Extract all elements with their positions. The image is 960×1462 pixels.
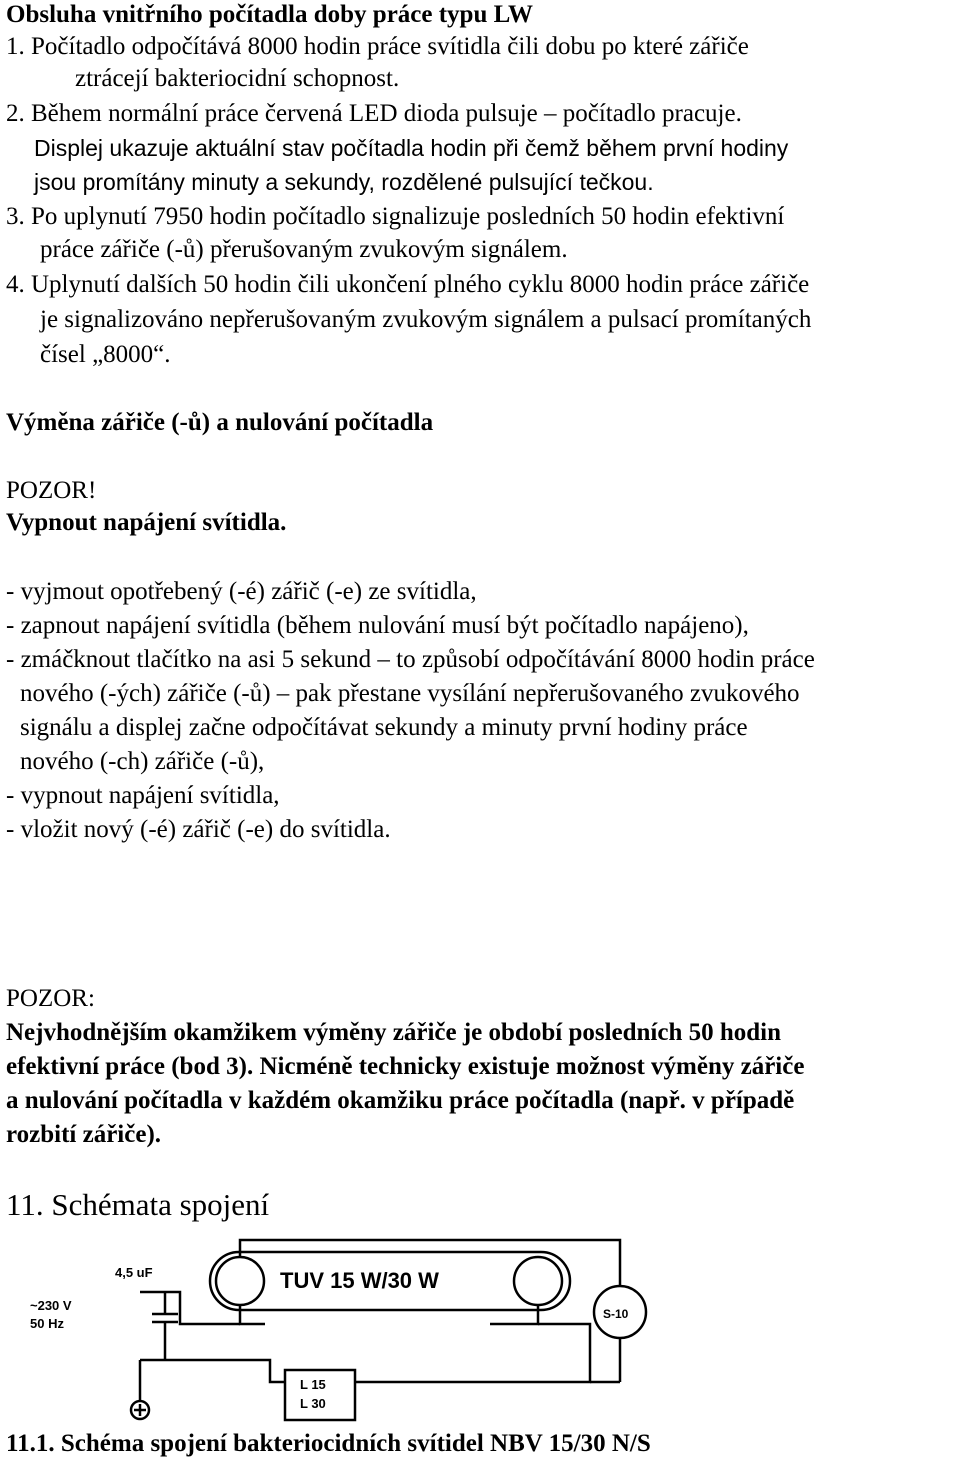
starter-label: S-10 (603, 1307, 629, 1321)
step-4: - vypnout napájení svítidla, (6, 782, 280, 809)
lamp-end-left (216, 1257, 264, 1305)
capacitor-label: 4,5 uF (115, 1265, 153, 1280)
list-item-1: 1. Počítadlo odpočítává 8000 hodin práce svítidla čili dobu po které zářiče (6, 33, 749, 60)
warning2-line-1: Nejvhodnějším okamžikem výměny zářiče je období posledních 50 hodin (6, 1019, 782, 1046)
lamp-label: TUV 15 W/30 W (280, 1268, 439, 1293)
warning2-line-2: efektivní práce (bod 3). Nicméně technicky existuje možnost výměny zářiče (6, 1053, 805, 1080)
step-3-cont: nového (-ých) zářiče (-ů) – pak přestane vysílání nepřerušovaného zvukového (20, 680, 800, 707)
list-item-4: 4. Uplynutí dalších 50 hodin čili ukončení plného cyklu 8000 hodin práce zářiče (6, 271, 810, 298)
list-item-1-cont: ztrácejí bakteriocidní schopnost. (75, 65, 400, 92)
step-3-cont-2: signálu a displej začne odpočítávat sekundy a minuty první hodiny práce (20, 714, 748, 741)
list-item-3-cont: práce zářiče (-ů) přerušovaným zvukovým signálem. (40, 236, 568, 263)
diagram-caption: 11.1. Schéma spojení bakteriocidních svítidel NBV 15/30 N/S (6, 1430, 651, 1457)
warning2-line-4: rozbití zářiče). (6, 1121, 162, 1148)
list-item-2-cont: Displej ukazuje aktuální stav počítadla hodin při čemž během první hodiny (34, 135, 789, 161)
ballast-label-2: L 30 (300, 1396, 326, 1411)
warning-label: POZOR! (6, 477, 97, 504)
list-item-3: 3. Po uplynutí 7950 hodin počítadlo signalizuje posledních 50 hodin efektivní (6, 203, 785, 230)
step-2: - zapnout napájení svítidla (během nulování musí být počítadlo napájeno), (6, 612, 749, 639)
supply-voltage-label: ~230 V (30, 1298, 72, 1313)
step-3: - zmáčknout tlačítko na asi 5 sekund – to způsobí odpočítávání 8000 hodin práce (6, 646, 815, 673)
wiring-diagram (30, 1232, 830, 1422)
page-heading: Obsluha vnitřního počítadla doby práce typu LW (6, 1, 533, 28)
list-item-2-cont-2: jsou promítány minuty a sekundy, rozdělené pulsující tečkou. (34, 169, 654, 195)
list-item-4-cont-2: čísel „8000“. (40, 341, 171, 368)
ballast-label-1: L 15 (300, 1377, 326, 1392)
section-heading-replacement: Výměna zářiče (-ů) a nulování počítadla (6, 409, 434, 436)
step-1: - vyjmout opotřebený (-é) zářič (-e) ze svítidla, (6, 578, 477, 605)
step-5: - vložit nový (-é) zářič (-e) do svítidla. (6, 816, 391, 843)
list-item-4-cont: je signalizováno nepřerušovaným zvukovým signálem a pulsací promítaných (40, 306, 812, 333)
list-item-2: 2. Během normální práce červená LED dioda pulsuje – počítadlo pracuje. (6, 100, 742, 127)
section-heading-schemes: 11. Schémata spojení (6, 1187, 270, 1222)
lamp-end-right (514, 1257, 562, 1305)
supply-frequency-label: 50 Hz (30, 1316, 64, 1331)
warning-text: Vypnout napájení svítidla. (6, 509, 287, 536)
warning2-line-3: a nulování počítadla v každém okamžiku práce počítadla (např. v případě (6, 1087, 795, 1114)
step-3-cont-3: nového (-ch) zářiče (-ů), (20, 748, 265, 775)
warning2-label: POZOR: (6, 985, 95, 1012)
